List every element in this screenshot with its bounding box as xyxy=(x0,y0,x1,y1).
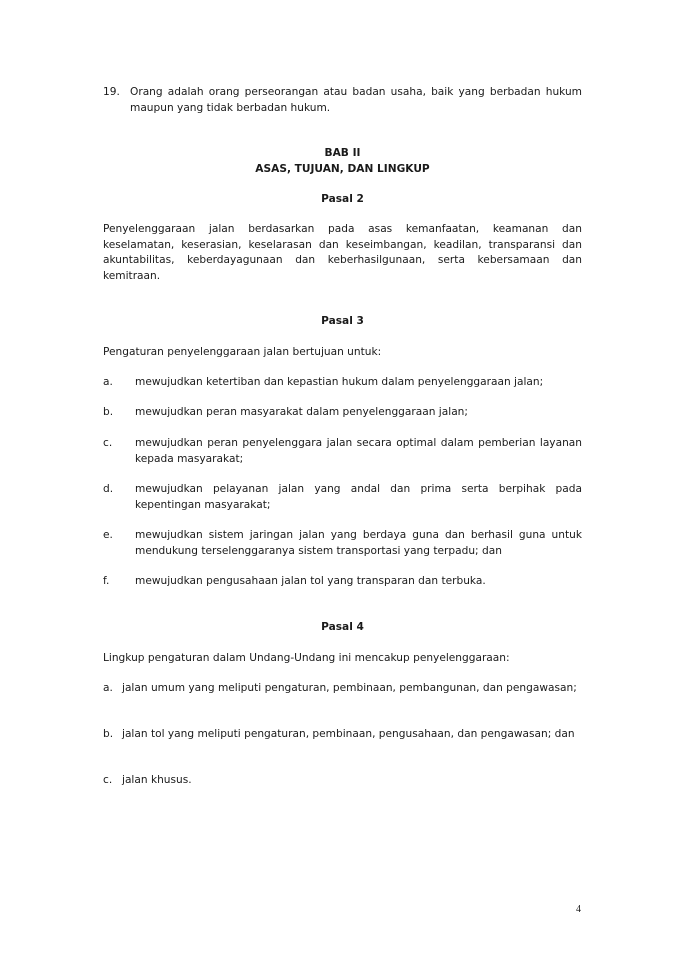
item-label: d. xyxy=(103,483,114,495)
pasal-2-text: Penyelenggaraan jalan berdasarkan pada asas kemanfaatan, keamanan dan keselamatan, keserasian, keselarasan dan keseimbangan, keadilan, transparansi dan akuntabilitas, keberdayagunaan dan keberhasilgunaan, serta kebersamaan dan kemitraan. xyxy=(103,223,582,282)
item-text: jalan tol yang meliputi pengaturan, pembinaan, pengusahaan, dan pengawasan; dan xyxy=(122,728,575,740)
item-number: 19. xyxy=(103,86,120,98)
item-label: a. xyxy=(103,376,113,388)
item-label: b. xyxy=(103,728,114,740)
item-text: mewujudkan pelayanan jalan yang andal dan prima serta berpihak pada kepentingan masyarakat; xyxy=(135,483,582,511)
item-text: mewujudkan sistem jaringan jalan yang berdaya guna dan berhasil guna untuk mendukung terselenggaranya sistem transportasi yang terpadu; dan xyxy=(135,529,582,557)
pasal-3-item-b xyxy=(103,405,582,421)
item-text: Orang adalah orang perseorangan atau badan usaha, baik yang berbadan hukum maupun yang tidak berbadan hukum. xyxy=(130,86,582,114)
pasal-3-item-f xyxy=(103,574,582,590)
item-text: mewujudkan peran penyelenggara jalan secara optimal dalam pemberian layanan kepada masyarakat; xyxy=(135,437,582,465)
pasal-3-item-a xyxy=(103,375,582,391)
pasal-4-item-a xyxy=(103,681,582,697)
chapter-title: ASAS, TUJUAN, DAN LINGKUP xyxy=(255,163,430,175)
pasal-3-item-c xyxy=(103,436,582,467)
pasal-4-item-b xyxy=(103,727,582,743)
pasal-2-heading: Pasal 2 xyxy=(321,193,364,205)
item-label: f. xyxy=(103,575,110,587)
item-label: e. xyxy=(103,529,113,541)
pasal-3-intro: Pengaturan penyelenggaraan jalan bertujuan untuk: xyxy=(103,346,382,358)
pasal-4-heading: Pasal 4 xyxy=(321,621,364,633)
item-label: c. xyxy=(103,774,113,786)
definition-item-19 xyxy=(103,85,582,116)
pasal-4-item-c xyxy=(103,773,582,789)
pasal-4-intro: Lingkup pengaturan dalam Undang-Undang ini mencakup penyelenggaraan: xyxy=(103,652,510,664)
pasal-3-item-e xyxy=(103,528,582,559)
item-text: mewujudkan peran masyarakat dalam penyelenggaraan jalan; xyxy=(135,406,468,418)
item-text: mewujudkan pengusahaan jalan tol yang transparan dan terbuka. xyxy=(135,575,486,587)
chapter-number: BAB II xyxy=(324,147,361,159)
item-text: mewujudkan ketertiban dan kepastian hukum dalam penyelenggaraan jalan; xyxy=(135,376,544,388)
item-text: jalan umum yang meliputi pengaturan, pembinaan, pembangunan, dan pengawasan; xyxy=(122,682,577,694)
item-text: jalan khusus. xyxy=(122,774,192,786)
pasal-3-item-d xyxy=(103,482,582,513)
item-label: a. xyxy=(103,682,113,694)
item-label: c. xyxy=(103,437,113,449)
item-label: b. xyxy=(103,406,114,418)
page-number: 4 xyxy=(576,904,581,915)
pasal-3-heading: Pasal 3 xyxy=(321,315,364,327)
